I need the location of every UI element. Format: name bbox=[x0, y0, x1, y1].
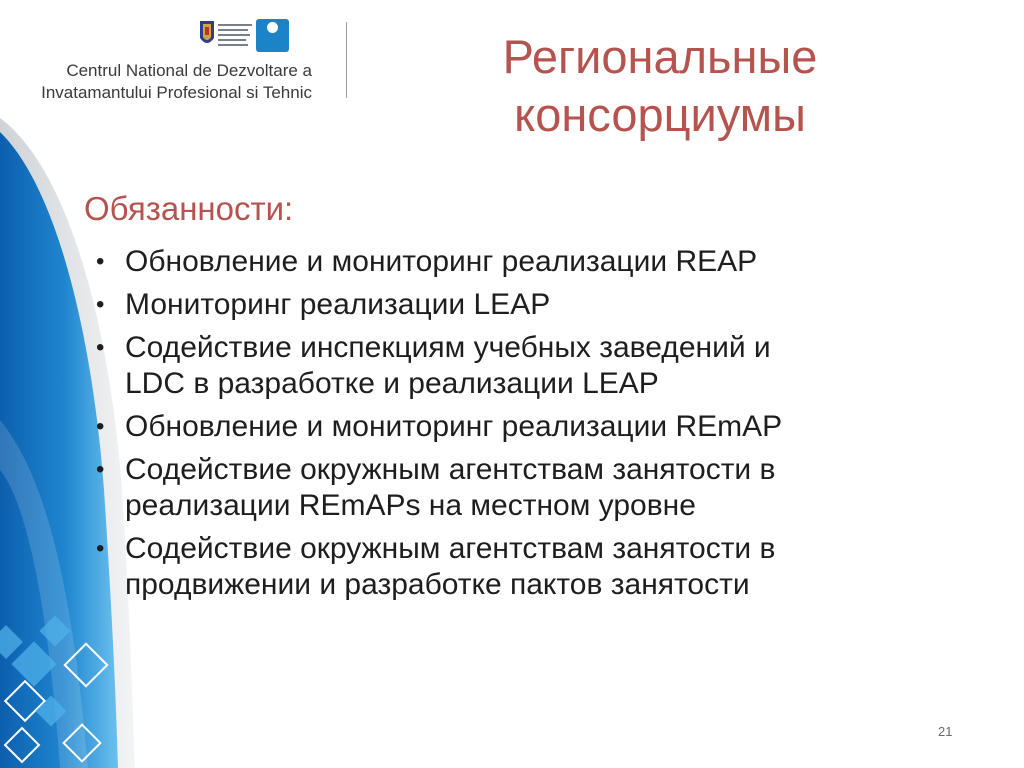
list-item bbox=[96, 287, 956, 323]
slide-number: 21 bbox=[938, 724, 953, 739]
org-name-line-1: Centrul National de Dezvoltare a bbox=[66, 61, 312, 80]
cndipt-logo-icon bbox=[256, 19, 289, 52]
slide-title bbox=[400, 28, 920, 144]
title-line-1: Региональные bbox=[502, 30, 818, 83]
title-line-2: консорциумы bbox=[514, 88, 806, 141]
slide-subtitle: Обязанности: bbox=[84, 190, 294, 227]
bullet-icon: • bbox=[96, 456, 105, 483]
ministry-crest-icon bbox=[196, 18, 256, 52]
list-item-text-continued: реализации REmAPs на местном уровне bbox=[125, 489, 696, 522]
list-item-text: Содействие окружным агентствам занятости в bbox=[125, 532, 776, 565]
bullet-icon: • bbox=[96, 535, 105, 562]
bullet-icon: • bbox=[96, 291, 105, 318]
bullet-icon: • bbox=[96, 334, 105, 361]
list-item-text-continued: продвижении и разработке пактов занятости bbox=[125, 568, 750, 601]
list-item-text-continued: LDC в разработке и реализации LEAP bbox=[125, 367, 659, 400]
org-name-line-2: Invatamantului Profesional si Tehnic bbox=[41, 83, 312, 102]
bullet-icon: • bbox=[96, 413, 105, 440]
list-item bbox=[96, 452, 956, 524]
list-item bbox=[96, 531, 956, 603]
list-item bbox=[96, 244, 956, 280]
list-item bbox=[96, 409, 956, 445]
bullet-icon: • bbox=[96, 248, 105, 275]
list-item-text: Обновление и мониторинг реализации REAP bbox=[125, 245, 758, 278]
header-divider bbox=[346, 22, 347, 98]
list-item-text: Мониторинг реализации LEAP bbox=[125, 288, 551, 321]
logo-dot bbox=[267, 22, 278, 33]
list-item-text: Обновление и мониторинг реализации REmAP bbox=[125, 410, 783, 443]
list-item bbox=[96, 330, 956, 402]
organization-name bbox=[22, 60, 312, 104]
duties-list bbox=[96, 244, 956, 610]
list-item-text: Содействие окружным агентствам занятости в bbox=[125, 453, 776, 486]
list-item-text: Содействие инспекциям учебных заведений и bbox=[125, 331, 771, 364]
